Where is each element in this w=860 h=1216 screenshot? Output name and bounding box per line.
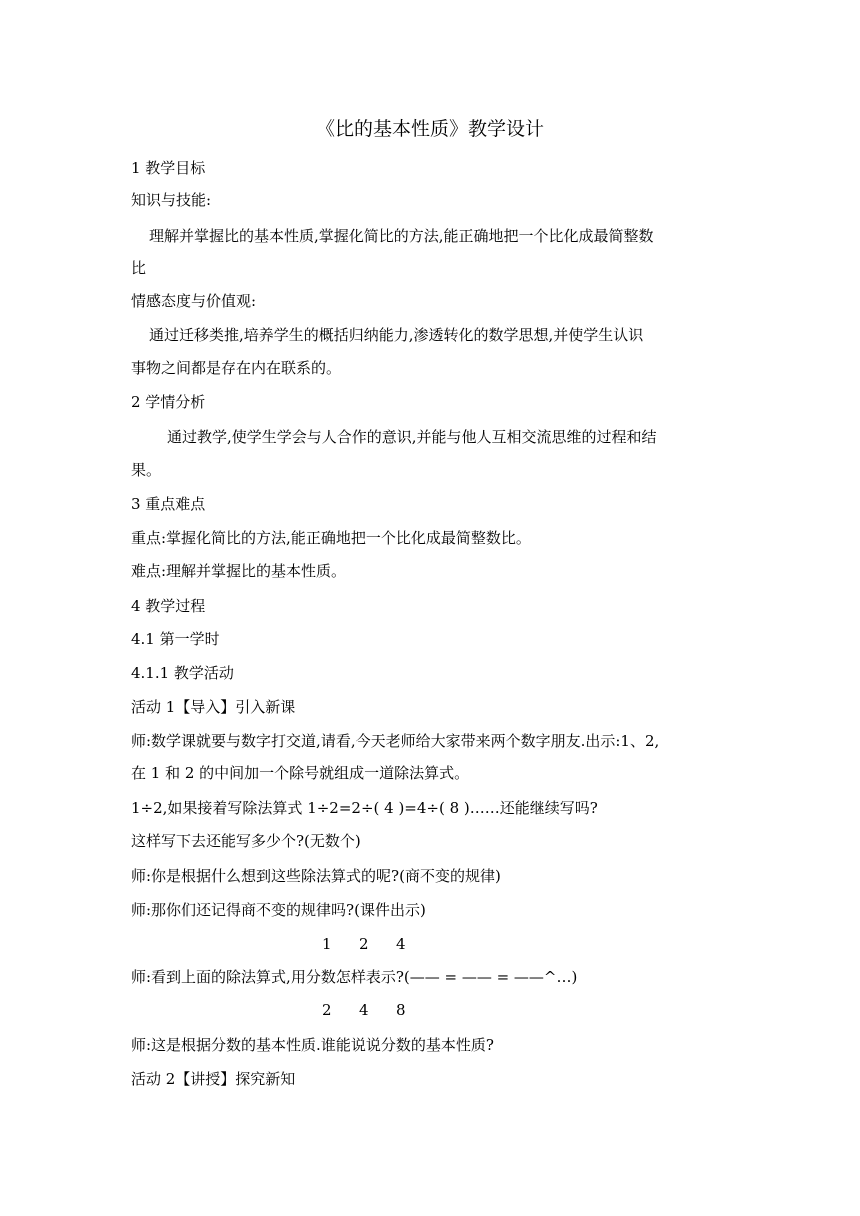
- paragraph-line: 难点:理解并掌握比的基本性质。: [131, 562, 347, 580]
- document-title: 《比的基本性质》教学设计: [315, 118, 544, 140]
- numerator: 1: [322, 935, 332, 953]
- fraction-numerators: [322, 934, 433, 954]
- activity-heading: 活动 1【导入】引入新课: [131, 698, 296, 716]
- denominator: 4: [359, 1001, 369, 1019]
- section-heading-objectives: 1 教学目标: [131, 159, 206, 177]
- section-heading-process: 4 教学过程: [131, 597, 206, 615]
- numerator: 4: [396, 935, 406, 953]
- denominator: 2: [322, 1001, 332, 1019]
- paragraph-line: 师:这是根据分数的基本性质.谁能说说分数的基本性质?: [131, 1036, 494, 1054]
- paragraph-line: 通过迁移类推,培养学生的概括归纳能力,渗透转化的数学思想,并使学生认识: [149, 326, 644, 344]
- denominator: 8: [396, 1001, 406, 1019]
- paragraph-line: 师:看到上面的除法算式,用分数怎样表示?(—— = —— = ——^…): [131, 968, 578, 986]
- paragraph-line: 比: [131, 259, 147, 277]
- paragraph-line: 师:你是根据什么想到这些除法算式的呢?(商不变的规律): [131, 867, 501, 885]
- subheading-attitude-values: 情感态度与价值观:: [131, 292, 257, 310]
- subheading-lesson-1: 4.1 第一学时: [131, 630, 220, 648]
- subheading-knowledge-skills: 知识与技能:: [131, 191, 212, 209]
- subheading-activities: 4.1.1 教学活动: [131, 664, 234, 682]
- paragraph-line: 师:数学课就要与数字打交道,请看,今天老师给大家带来两个数字朋友.出示:1、2,: [131, 732, 660, 750]
- numerator: 2: [359, 935, 369, 953]
- section-heading-analysis: 2 学情分析: [131, 393, 206, 411]
- fraction-denominators: [322, 1000, 433, 1020]
- paragraph-line: 果。: [131, 461, 162, 479]
- paragraph-line: 事物之间都是存在内在联系的。: [131, 359, 342, 377]
- section-heading-key-points: 3 重点难点: [131, 495, 206, 513]
- paragraph-line: 师:那你们还记得商不变的规律吗?(课件出示): [131, 901, 426, 919]
- paragraph-line: 在 1 和 2 的中间加一个除号就组成一道除法算式。: [131, 764, 470, 782]
- paragraph-line: 1÷2,如果接着写除法算式 1÷2=2÷( 4 )=4÷( 8 )……还能继续写吗?: [131, 799, 598, 817]
- paragraph-line: 理解并掌握比的基本性质,掌握化简比的方法,能正确地把一个比化成最简整数: [149, 227, 654, 245]
- activity-heading: 活动 2【讲授】探究新知: [131, 1070, 296, 1088]
- paragraph-line: 通过教学,使学生学会与人合作的意识,并能与他人互相交流思维的过程和结: [167, 428, 657, 446]
- paragraph-line: 这样写下去还能写多少个?(无数个): [131, 832, 361, 850]
- paragraph-line: 重点:掌握化简比的方法,能正确地把一个比化成最简整数比。: [131, 529, 531, 547]
